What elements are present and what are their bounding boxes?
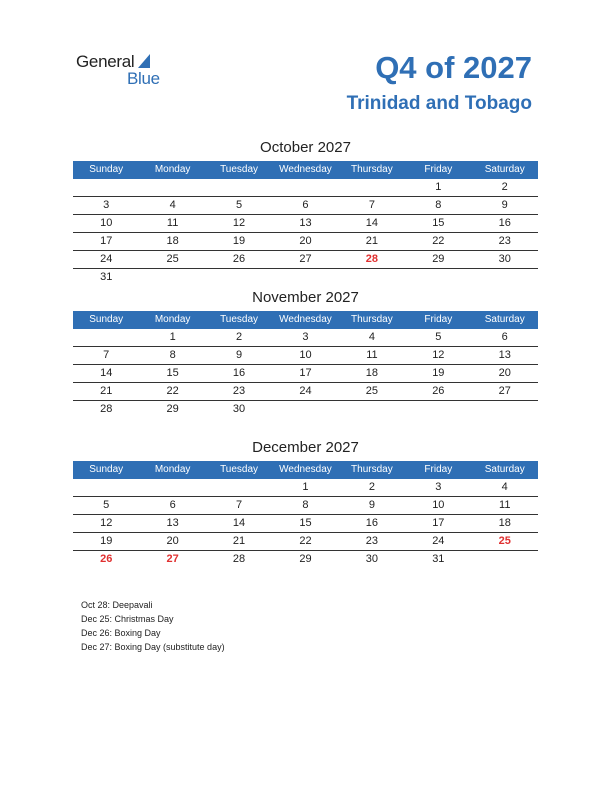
date-cell: 25 (166, 253, 179, 265)
date-cell: 1 (169, 331, 176, 343)
weekday-label: Monday (154, 464, 191, 475)
date-cell: 1 (435, 181, 442, 193)
date-cell: 13 (166, 517, 179, 529)
date-cell: 29 (299, 553, 312, 565)
weekday-label: Friday (424, 314, 453, 325)
date-cell: 22 (166, 385, 179, 397)
week-row (73, 179, 538, 197)
date-cell: 14 (232, 517, 246, 529)
weekday-label: Tuesday (220, 464, 259, 475)
date-cell: 11 (499, 499, 511, 511)
date-cell: 2 (368, 481, 375, 493)
weekday-label: Sunday (89, 464, 124, 475)
date-cell: 15 (299, 517, 312, 529)
date-cell: 15 (432, 217, 445, 229)
date-cell: 24 (299, 385, 312, 397)
date-cell: 12 (100, 517, 113, 529)
date-cell (272, 401, 338, 418)
date-cell: 20 (498, 367, 511, 379)
week-row (73, 497, 538, 515)
date-cell: 27 (299, 253, 312, 265)
date-cell: 30 (365, 553, 379, 565)
logo (76, 52, 176, 92)
holiday-list (81, 598, 225, 654)
date-cell (139, 269, 205, 286)
page-title: Q4 of 2027 (375, 50, 532, 85)
week-row (73, 365, 538, 383)
weekday-label: Sunday (89, 314, 124, 325)
date-cell (339, 269, 405, 286)
week-row (73, 251, 538, 269)
holiday-date-cell: 28 (365, 253, 379, 265)
logo-triangle-icon (138, 54, 150, 68)
date-cell: 11 (366, 349, 378, 361)
weekday-label: Thursday (351, 164, 393, 175)
date-cell: 5 (235, 199, 243, 211)
date-cell: 18 (498, 517, 511, 529)
date-cell: 24 (100, 253, 113, 265)
week-row (73, 401, 538, 418)
date-cell: 30 (232, 403, 246, 415)
date-cell: 21 (100, 385, 113, 397)
date-cell: 18 (365, 367, 379, 379)
weekday-label: Wednesday (279, 164, 332, 175)
date-cell (339, 401, 405, 418)
week-row (73, 329, 538, 347)
date-cell: 29 (432, 253, 445, 265)
date-cell: 23 (232, 385, 246, 397)
date-cell (339, 179, 405, 196)
date-cell (139, 479, 205, 496)
date-cell: 16 (232, 367, 246, 379)
date-cell: 9 (235, 349, 243, 361)
weekday-label: Tuesday (220, 314, 259, 325)
month-november (73, 289, 538, 418)
date-cell (472, 269, 538, 286)
date-cell (272, 179, 338, 196)
holiday-entry: Dec 25: Christmas Day (81, 614, 174, 624)
date-cell: 6 (302, 199, 309, 211)
week-row (73, 551, 538, 568)
week-row (73, 215, 538, 233)
weekday-label: Wednesday (279, 464, 332, 475)
weekday-header (73, 311, 538, 329)
date-cell: 8 (302, 499, 309, 511)
holiday-date-cell: 26 (100, 553, 113, 565)
date-cell: 2 (235, 331, 243, 343)
date-cell: 5 (435, 331, 442, 343)
date-cell: 5 (103, 499, 110, 511)
date-cell (472, 551, 538, 568)
date-cell (73, 179, 139, 196)
week-row (73, 233, 538, 251)
weekday-label: Saturday (484, 464, 525, 475)
weekday-label: Monday (154, 314, 191, 325)
date-cell: 19 (232, 235, 246, 247)
date-cell (405, 269, 471, 286)
date-cell (272, 269, 338, 286)
week-row (73, 197, 538, 215)
date-cell: 2 (501, 181, 508, 193)
date-cell: 26 (232, 253, 246, 265)
weekday-label: Saturday (484, 164, 525, 175)
date-cell: 18 (166, 235, 179, 247)
week-row (73, 479, 538, 497)
holiday-date-cell: 27 (166, 553, 179, 565)
date-cell: 10 (432, 499, 445, 511)
date-cell: 7 (235, 499, 243, 511)
date-cell: 14 (365, 217, 379, 229)
date-cell: 3 (302, 331, 309, 343)
holiday-entry: Dec 27: Boxing Day (substitute day) (81, 642, 225, 652)
date-cell: 31 (100, 271, 113, 283)
date-cell (206, 179, 272, 196)
date-cell: 22 (299, 535, 312, 547)
date-cell (139, 179, 205, 196)
date-cell (206, 269, 272, 286)
date-cell: 10 (299, 349, 312, 361)
date-cell: 9 (368, 499, 375, 511)
logo-general-text: General (76, 52, 135, 71)
weekday-label: Sunday (89, 164, 124, 175)
date-cell: 28 (232, 553, 246, 565)
weekday-label: Thursday (351, 464, 393, 475)
date-cell: 27 (498, 385, 511, 397)
date-cell: 14 (100, 367, 113, 379)
date-cell: 23 (498, 235, 511, 247)
date-cell: 12 (432, 349, 445, 361)
date-cell: 7 (368, 199, 375, 211)
weekday-label: Saturday (484, 314, 525, 325)
date-cell: 31 (432, 553, 445, 565)
date-cell: 16 (365, 517, 379, 529)
weekday-label: Monday (154, 164, 191, 175)
date-cell (206, 479, 272, 496)
date-cell: 6 (169, 499, 176, 511)
month-december (73, 439, 538, 568)
date-cell: 16 (498, 217, 511, 229)
date-cell: 20 (166, 535, 179, 547)
date-cell (405, 401, 471, 418)
date-cell: 6 (501, 331, 508, 343)
weekday-label: Friday (424, 464, 453, 475)
date-cell: 13 (299, 217, 312, 229)
date-cell: 9 (501, 199, 508, 211)
date-cell: 10 (100, 217, 113, 229)
date-cell: 17 (432, 517, 445, 529)
date-cell: 28 (100, 403, 113, 415)
date-cell: 22 (432, 235, 445, 247)
weekday-header (73, 461, 538, 479)
date-cell: 7 (103, 349, 110, 361)
date-cell: 19 (432, 367, 445, 379)
weekday-label: Thursday (351, 314, 393, 325)
date-cell: 15 (166, 367, 179, 379)
date-cell: 4 (368, 331, 375, 343)
week-row (73, 347, 538, 365)
holiday-date-cell: 25 (498, 535, 511, 547)
month-title: October 2027 (260, 139, 351, 156)
date-cell: 29 (166, 403, 179, 415)
month-title: November 2027 (252, 289, 359, 306)
date-cell: 30 (498, 253, 511, 265)
week-row (73, 269, 538, 286)
date-cell (73, 329, 139, 346)
holiday-entry: Dec 26: Boxing Day (81, 628, 161, 638)
week-row (73, 383, 538, 401)
date-cell: 13 (498, 349, 511, 361)
date-cell: 3 (103, 199, 110, 211)
date-cell: 24 (432, 535, 445, 547)
date-cell (472, 401, 538, 418)
date-cell: 11 (166, 217, 179, 229)
date-cell: 21 (365, 235, 379, 247)
date-cell: 20 (299, 235, 312, 247)
date-cell: 19 (100, 535, 113, 547)
date-cell: 25 (365, 385, 379, 397)
weekday-label: Friday (424, 164, 453, 175)
date-cell: 26 (432, 385, 445, 397)
date-cell: 17 (100, 235, 113, 247)
date-cell: 17 (299, 367, 312, 379)
date-cell: 4 (169, 199, 176, 211)
date-cell: 23 (365, 535, 379, 547)
holiday-entry: Oct 28: Deepavali (81, 600, 153, 610)
date-cell: 8 (169, 349, 176, 361)
date-cell: 12 (232, 217, 246, 229)
weekday-label: Wednesday (279, 314, 332, 325)
date-cell: 4 (501, 481, 508, 493)
weekday-header (73, 161, 538, 179)
month-october (73, 139, 538, 286)
date-cell: 1 (302, 481, 309, 493)
date-cell (73, 479, 139, 496)
week-row (73, 533, 538, 551)
date-cell: 8 (435, 199, 442, 211)
country-subtitle: Trinidad and Tobago (346, 93, 532, 114)
weekday-label: Tuesday (220, 164, 259, 175)
week-row (73, 515, 538, 533)
date-cell: 21 (232, 535, 246, 547)
month-title: December 2027 (252, 439, 359, 456)
date-cell: 3 (435, 481, 442, 493)
logo-blue-text: Blue (127, 69, 160, 88)
